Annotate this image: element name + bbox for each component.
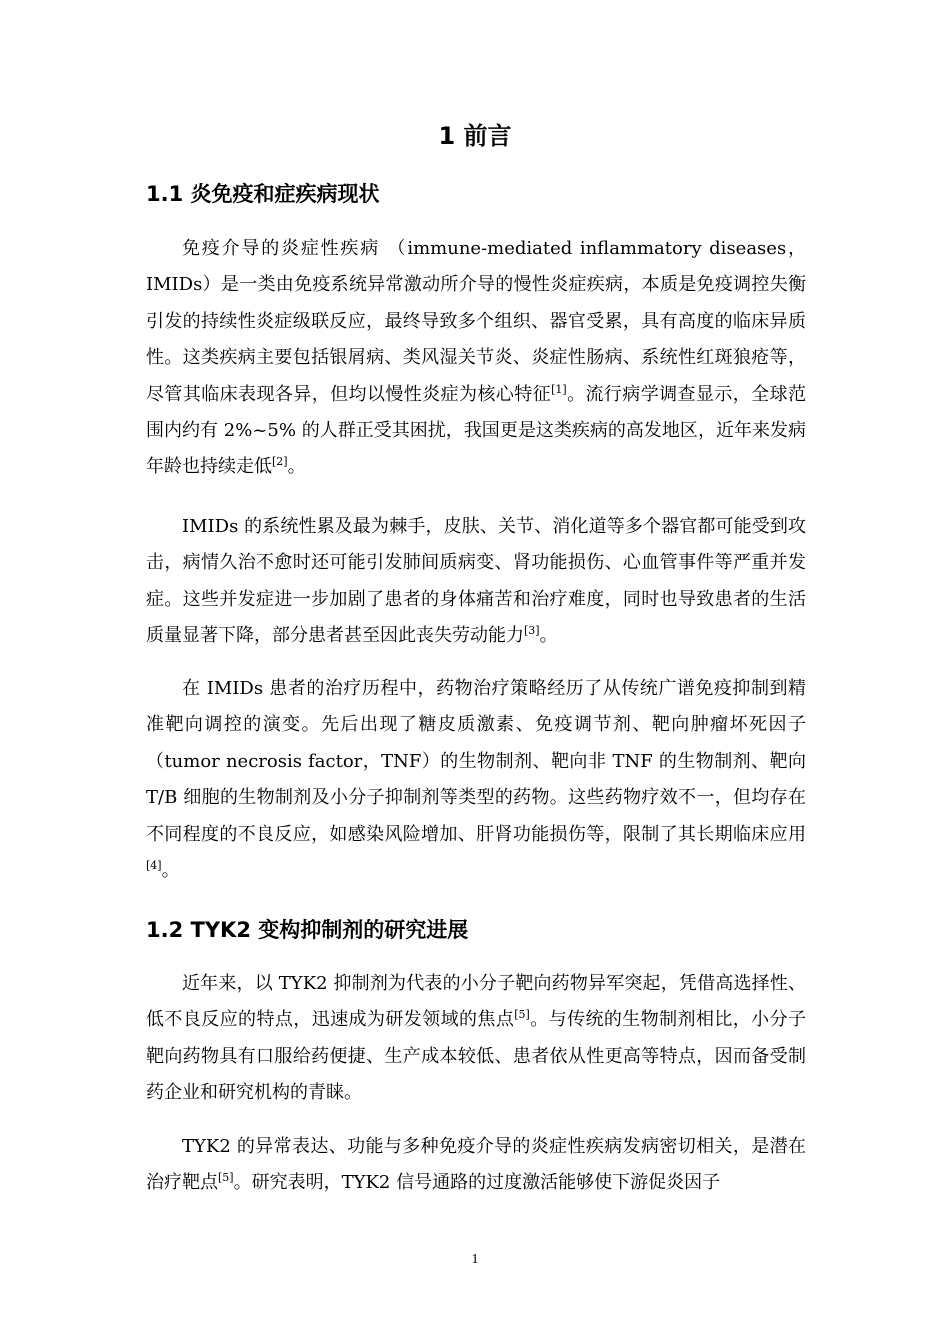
paragraph-systemic-involvement — [146, 509, 806, 655]
section-heading-1-1: 1.1 炎免疫和症疾病现状 — [146, 182, 380, 206]
paragraph-text: 免疫介导的炎症性疾病 （immune-mediated inflammatory diseases，IMIDs）是一类由免疫系统异常激动所介导的慢性炎症疾病，本质是免疫调控失衡引发的持续性炎症级联反应，最终导致多个组织、器官受累，具有高度的临床异质性。这类疾病主要包括银屑病、类风湿关节炎、炎症性肠病、系统性红斑狼疮等，尽管其临床表现各异，但均以慢性炎症为核心特征 — [146, 238, 806, 405]
paragraph-text: TYK2 的异常表达、功能与多种免疫介导的炎症性疾病发病密切相关，是潜在治疗靶点 — [146, 1136, 806, 1194]
paragraph-text: 。流行病学调查显示，全球范围内约有 2%~5% 的人群正受其困扰，我国更是这类疾病的高发地区，近年来发病年龄也持续走低 — [146, 383, 807, 478]
paragraph-text: 。研究表明，TYK2 信号通路的过度激活能够使下游促炎因子 — [233, 1172, 721, 1194]
citation-reference: [1] — [551, 382, 567, 396]
paragraph-text: 在 IMIDs 患者的治疗历程中，药物治疗策略经历了从传统广谱免疫抑制到精准靶向调控的演变。先后出现了糖皮质激素、免疫调节剂、靶向肿瘤坏死因子（tumor necrosis factor，TNF）的生物制剂、靶向非 TNF 的生物制剂、靶向 T/B 细胞的生物制剂及小分子抑制剂等类型的药物。这些药物疗效不一，但均存在不同程度的不良反应，如感染风险增加、肝肾功能损伤等，限制了其长期临床应用 — [146, 678, 806, 845]
page-number: 1 — [471, 1252, 479, 1267]
paragraph-text: 。 — [161, 860, 180, 882]
paragraph-small-molecule-drugs — [146, 966, 806, 1112]
paragraph-imids-definition — [146, 231, 806, 486]
paragraph-text: IMIDs 的系统性累及最为棘手，皮肤、关节、消化道等多个器官都可能受到攻击，病情久治不愈时还可能引发肺间质病变、肾功能损伤、心血管事件等严重并发症。这些并发症进一步加剧了患者的身体痛苦和治疗难度，同时也导致患者的生活质量显著下降，部分患者甚至因此丧失劳动能力 — [146, 516, 806, 647]
paragraph-text: 近年来，以 TYK2 抑制剂为代表的小分子靶向药物异军突起，凭借高选择性、低不良反应的特点，迅速成为研发领域的焦点 — [146, 973, 806, 1031]
citation-reference: [5] — [218, 1171, 234, 1185]
paragraph-text: 。与传统的生物制剂相比，小分子靶向药物具有口服给药便捷、生产成本较低、患者依从性更高等特点，因而备受制药企业和研究机构的青睐。 — [146, 1009, 807, 1104]
citation-reference: [2] — [272, 455, 288, 469]
paragraph-text: 。 — [539, 625, 558, 647]
chapter-title: 1 前言 — [438, 122, 512, 150]
citation-reference: [3] — [524, 624, 540, 638]
paragraph-treatment-history — [146, 671, 806, 889]
citation-reference: [4] — [146, 859, 162, 873]
paragraph-tyk2-target — [146, 1129, 806, 1202]
citation-reference: [5] — [514, 1008, 530, 1022]
paragraph-text: 。 — [287, 456, 306, 478]
section-heading-1-2: 1.2 TYK2 变构抑制剂的研究进展 — [146, 918, 469, 942]
